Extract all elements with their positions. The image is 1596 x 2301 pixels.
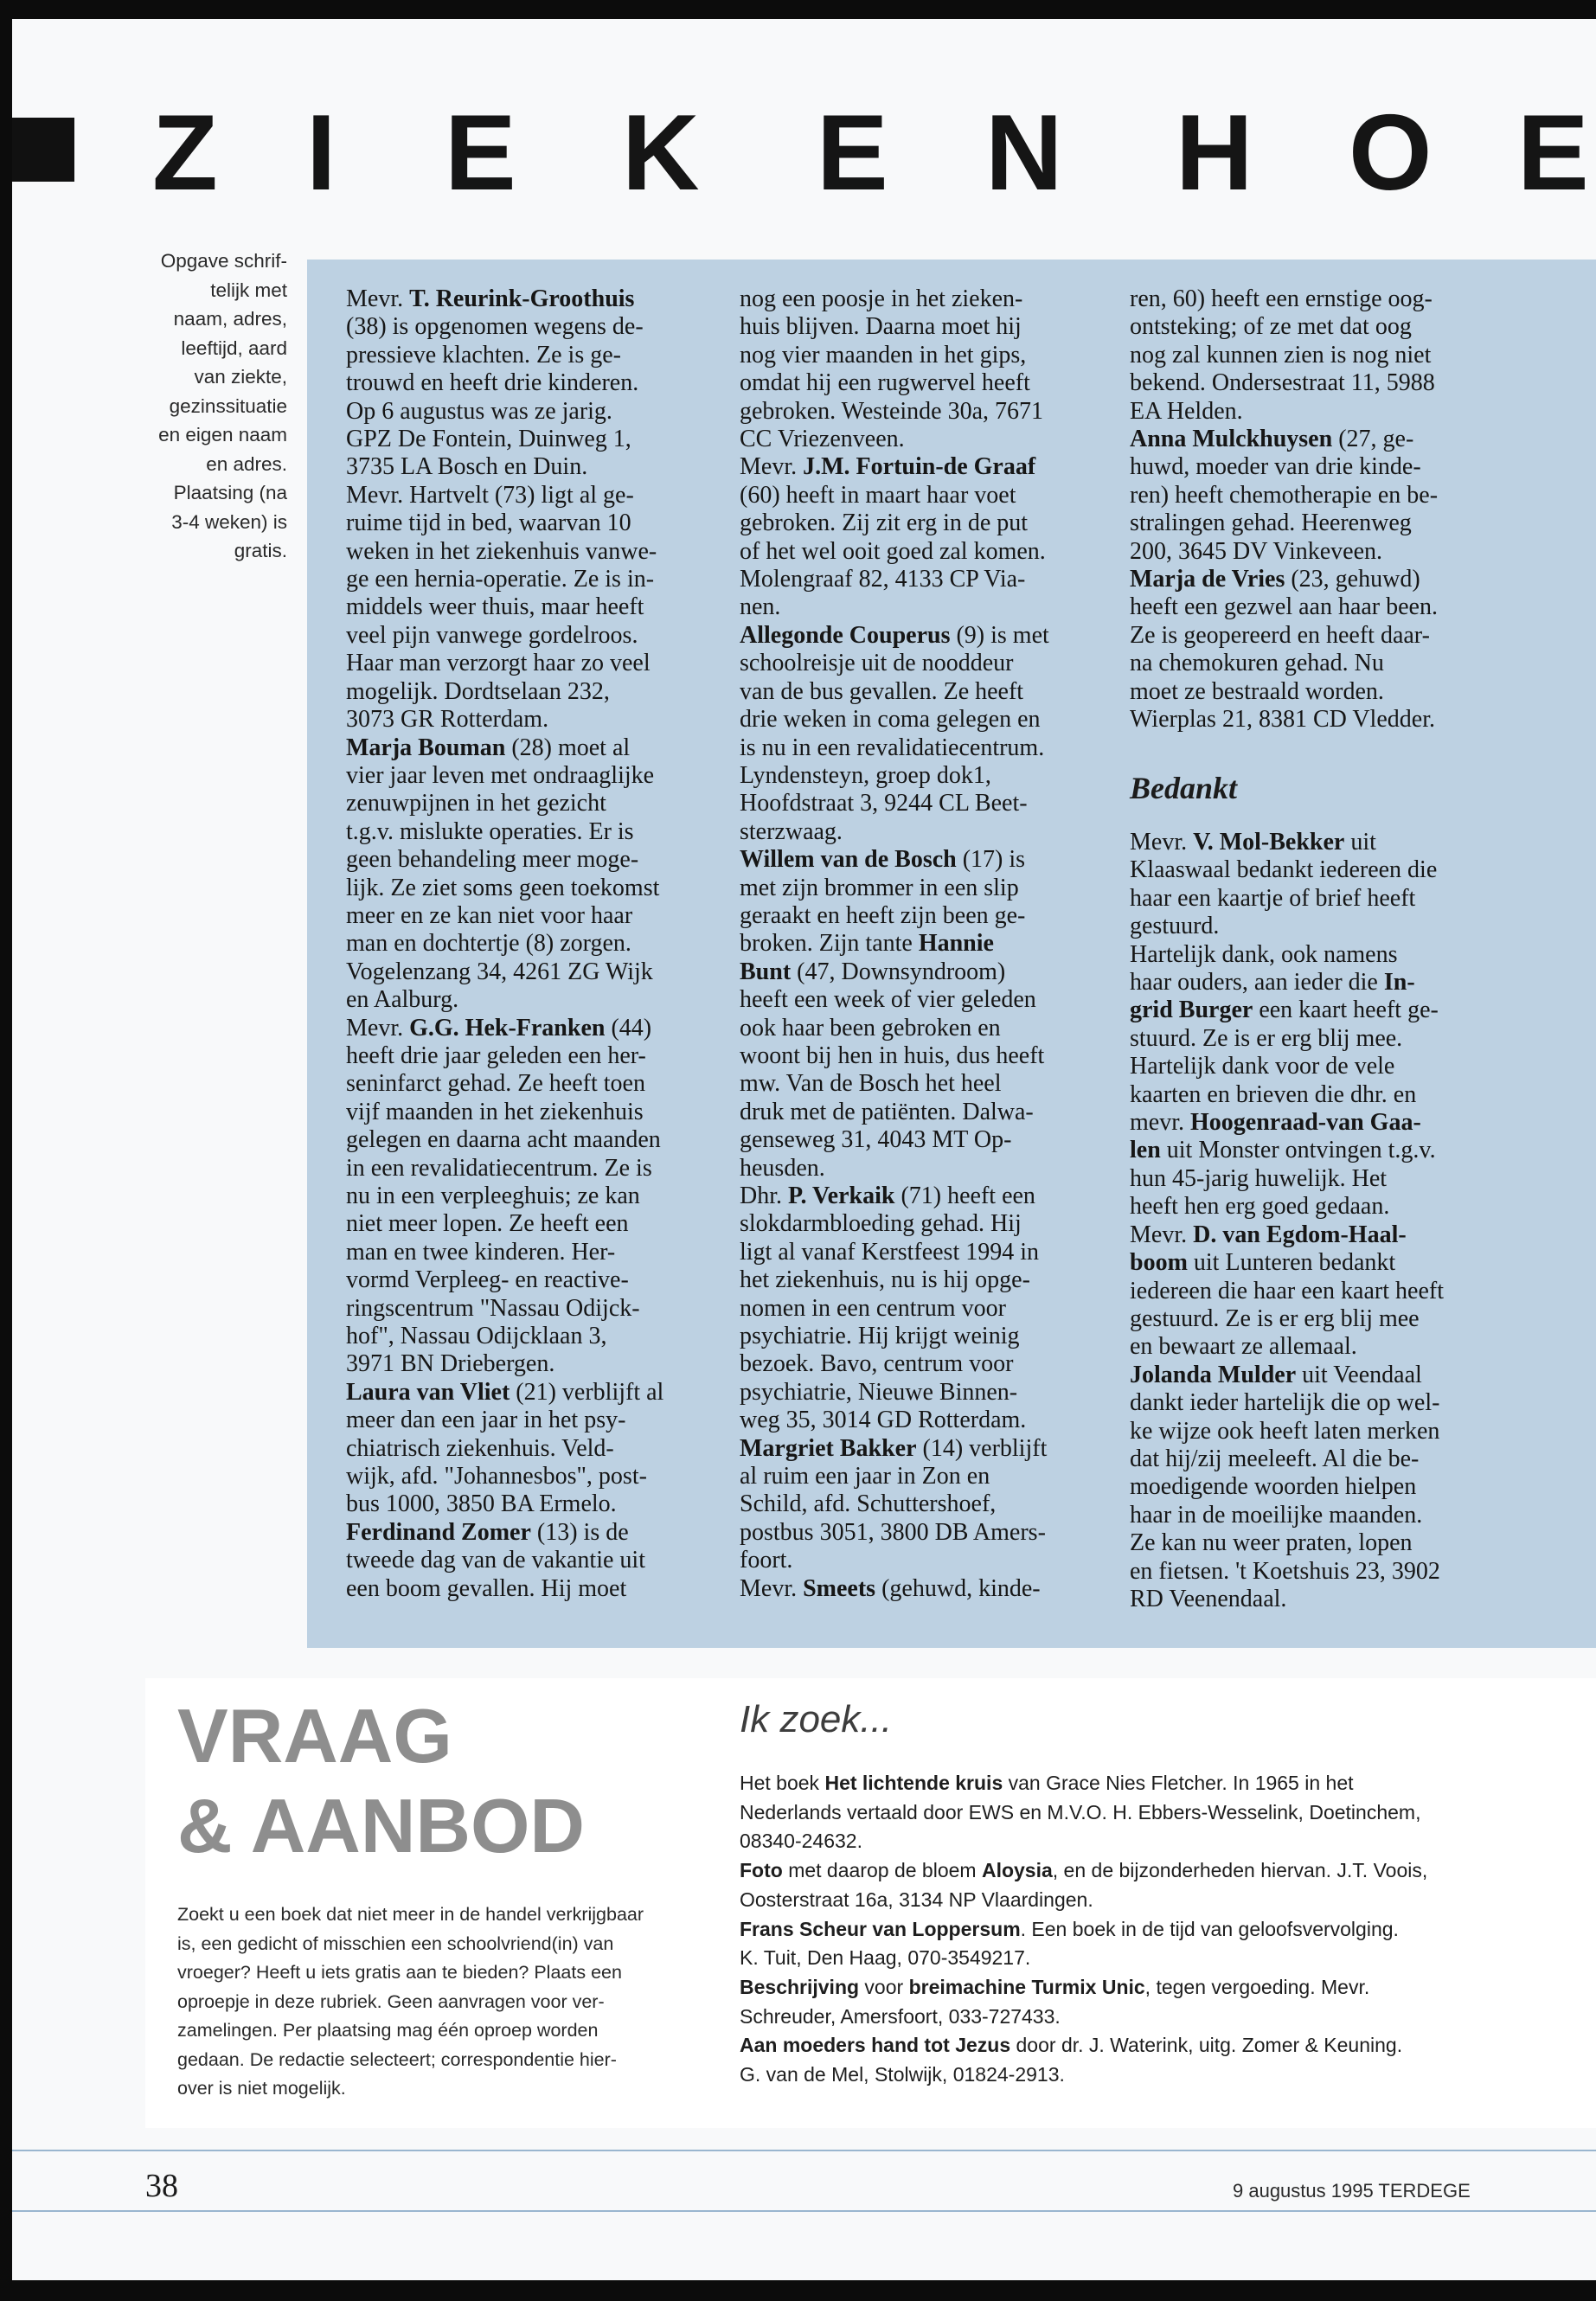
text-line: Jolanda Mulder uit Veendaal: [1130, 1361, 1422, 1388]
text-line: nog een poosje in het zieken-: [740, 285, 1023, 312]
bold-name: G.G. Hek-Franken: [409, 1014, 606, 1042]
bold-name: Anna Mulckhuysen: [1130, 426, 1333, 453]
text-line: huis blijven. Daarna moet hij: [740, 313, 1022, 341]
footer-rule-bottom: [12, 2210, 1596, 2212]
bold-name: Willem van de Bosch: [740, 846, 957, 874]
text-line: moet ze bestraald worden.: [1130, 677, 1384, 705]
text-line: RD Veenendaal.: [1130, 1585, 1287, 1612]
text-line: middels weer thuis, maar heeft: [346, 593, 644, 621]
bold-name: D. van Egdom-Haal-: [1193, 1221, 1407, 1248]
bold-name: Frans Scheur van Loppersum: [740, 1917, 1021, 1940]
text-line: nen.: [740, 593, 781, 621]
text-line: foort.: [740, 1547, 793, 1574]
masthead-letter: N: [985, 93, 1063, 213]
bold-name: Hoogenraad-van Gaa-: [1190, 1109, 1421, 1137]
notices-column-1: [346, 285, 663, 1603]
text-line: psychiatrie, Nieuwe Binnen-: [740, 1378, 1018, 1406]
text-line: 3971 BN Driebergen.: [346, 1350, 555, 1378]
text-line: mogelijk. Dordtselaan 232,: [346, 677, 610, 705]
bold-name: len: [1130, 1137, 1161, 1164]
text-line: gestuurd. Ze is er erg blij mee: [1130, 1304, 1420, 1332]
intro-line: telijk met: [210, 279, 287, 301]
text-line: haar een kaartje of brief heeft: [1130, 884, 1416, 912]
masthead-letter: E: [1517, 93, 1589, 213]
text-line: omdat hij een rugwervel heeft: [740, 369, 1030, 397]
masthead-letter: E: [817, 93, 888, 213]
text-line: ligt al vanaf Kerstfeest 1994 in: [740, 1238, 1040, 1266]
text-line: over is niet mogelijk.: [177, 2078, 346, 2099]
text-line: en fietsen. 't Koetshuis 23, 3902: [1130, 1557, 1440, 1585]
text-line: slokdarmbloeding gehad. Hij: [740, 1210, 1022, 1238]
text-line: Ferdinand Zomer (13) is de: [346, 1518, 629, 1546]
bold-name: Het lichtende kruis: [824, 1772, 1003, 1794]
text-line: heeft een gezwel aan haar been.: [1130, 593, 1438, 621]
intro-line: Plaatsing (na: [173, 482, 287, 503]
text-line: ren, 60) heeft een ernstige oog-: [1130, 285, 1433, 312]
text-line: is nu in een revalidatiecentrum.: [740, 734, 1045, 761]
text-line: Lyndensteyn, groep dok1,: [740, 761, 991, 789]
bold-name: Bunt: [740, 958, 792, 985]
bold-name: Margriet Bakker: [740, 1434, 917, 1462]
text-line: grid Burger een kaart heeft ge-: [1130, 997, 1439, 1024]
text-line: stuurd. Ze is er erg blij mee.: [1130, 1024, 1403, 1052]
masthead-letter: O: [1349, 93, 1433, 213]
text-line: psychiatrie. Hij krijgt weinig: [740, 1323, 1020, 1350]
text-line: hof", Nassau Odijcklaan 3,: [346, 1323, 607, 1350]
text-line: vroeger? Heeft u iets gratis aan te bieden? Plaats een: [177, 1962, 622, 1983]
text-line: Mevr. Hartvelt (73) ligt al ge-: [346, 481, 634, 509]
bold-name: J.M. Fortuin-de Graaf: [803, 453, 1036, 481]
text-line: bus 1000, 3850 BA Ermelo.: [346, 1490, 617, 1518]
intro-line: van ziekte,: [194, 366, 287, 388]
text-line: ren) heeft chemotherapie en be-: [1130, 481, 1439, 509]
text-line: Mevr. D. van Egdom-Haal-: [1130, 1221, 1407, 1248]
bold-name: V. Mol-Bekker: [1193, 829, 1345, 856]
text-line: is, een gedicht of misschien een schoolvriend(in) van: [177, 1932, 614, 1954]
text-line: Ze kan nu weer praten, lopen: [1130, 1529, 1413, 1557]
text-line: schoolreisje uit de nooddeur: [740, 650, 1014, 677]
bold-name: Aan moeders hand tot Jezus: [740, 2034, 1011, 2057]
text-line: heeft drie jaar geleden een her-: [346, 1042, 646, 1069]
text-line: woont bij hen in huis, dus heeft: [740, 1042, 1045, 1069]
text-line: weg 35, 3014 GD Rotterdam.: [740, 1407, 1027, 1434]
text-line: GPZ De Fontein, Duinweg 1,: [346, 426, 631, 453]
text-line: Hartelijk dank, ook namens: [1130, 940, 1398, 968]
bold-name: Marja de Vries: [1130, 566, 1285, 593]
text-line: Anna Mulckhuysen (27, ge-: [1130, 426, 1414, 453]
text-line: Mevr. Smeets (gehuwd, kinde-: [740, 1574, 1041, 1602]
text-line: na chemokuren gehad. Nu: [1130, 650, 1384, 677]
text-line: haar in de moeilijke maanden.: [1130, 1501, 1423, 1529]
masthead-letter: K: [622, 93, 700, 213]
text-line: wijk, afd. "Johannesbos", post-: [346, 1463, 647, 1490]
text-line: gebroken. Zij zit erg in de put: [740, 510, 1029, 537]
text-line: ook haar been gebroken en: [740, 1014, 1001, 1042]
text-line: pressieve klachten. Ze is ge-: [346, 341, 621, 369]
text-line: Molengraaf 82, 4133 CP Via-: [740, 566, 1026, 593]
scan-border-top: [0, 0, 1596, 19]
text-line: Op 6 augustus was ze jarig.: [346, 397, 612, 425]
masthead-ziekenhoek: [12, 93, 1596, 213]
text-line: gestuurd.: [1130, 913, 1220, 940]
text-line: in een revalidatiecentrum. Ze is: [346, 1154, 652, 1182]
intro-line: 3-4 weken) is: [171, 510, 287, 533]
bold-name: Aloysia: [981, 1859, 1053, 1882]
text-line: dat hij/zij meeleeft. Al die be-: [1130, 1445, 1420, 1472]
text-line: vormd Verpleeg- en reactive-: [346, 1266, 629, 1294]
bold-name: Laura van Vliet: [346, 1378, 510, 1406]
text-line: hun 45-jarig huwelijk. Het: [1130, 1164, 1388, 1192]
text-line: en bewaart ze allemaal.: [1130, 1333, 1357, 1361]
text-line: ontsteking; of ze met dat oog: [1130, 313, 1412, 341]
masthead-letter: I: [306, 93, 337, 213]
text-line: Aan moeders hand tot Jezus door dr. J. Waterink, uitg. Zomer & Keuning.: [740, 2034, 1403, 2057]
intro-line: en adres.: [206, 452, 287, 475]
text-line: Marja de Vries (23, gehuwd): [1130, 566, 1420, 593]
intro-line: Opgave schrif-: [160, 250, 287, 272]
text-line: postbus 3051, 3800 DB Amers-: [740, 1518, 1046, 1546]
bold-name: Jolanda Mulder: [1130, 1361, 1297, 1388]
text-line: heusden.: [740, 1154, 825, 1182]
title-line: & AANBOD: [177, 1783, 585, 1868]
text-line: Beschrijving voor breimachine Turmix Unic, tegen vergoeding. Mevr.: [740, 1975, 1370, 1998]
title-line: VRAAG: [177, 1693, 452, 1779]
text-line: ringscentrum "Nassau Odijck-: [346, 1294, 640, 1322]
bold-name: T. Reurink-Groothuis: [409, 285, 635, 312]
text-line: Wierplas 21, 8381 CD Vledder.: [1130, 706, 1435, 734]
text-line: Het boek Het lichtende kruis van Grace Nies Fletcher. In 1965 in het: [740, 1772, 1354, 1794]
text-line: Hartelijk dank voor de vele: [1130, 1053, 1395, 1080]
text-line: genseweg 31, 4043 MT Op-: [740, 1126, 1012, 1154]
bold-name: Foto: [740, 1859, 783, 1882]
text-line: Dhr. P. Verkaik (71) heeft een: [740, 1183, 1035, 1209]
bold-name: grid Burger: [1130, 997, 1253, 1024]
text-line: sterzwaag.: [740, 817, 843, 845]
text-line: lijk. Ze ziet soms geen toekomst: [346, 874, 660, 901]
text-line: een boom gevallen. Hij moet: [346, 1574, 627, 1602]
bold-name: In-: [1383, 969, 1415, 997]
text-line: Nederlands vertaald door EWS en M.V.O. H. Ebbers-Wesselink, Doetinchem,: [740, 1800, 1421, 1823]
text-line: Mevr. J.M. Fortuin-de Graaf: [740, 453, 1036, 481]
text-line: Schild, afd. Schuttershoef,: [740, 1490, 997, 1518]
text-line: G. van de Mel, Stolwijk, 01824-2913.: [740, 2063, 1065, 2086]
text-line: meer en ze kan niet voor haar: [346, 901, 633, 929]
text-line: Hoofdstraat 3, 9244 CL Beet-: [740, 790, 1028, 817]
text-line: dankt ieder hartelijk die op wel-: [1130, 1389, 1440, 1417]
text-line: Mevr. G.G. Hek-Franken (44): [346, 1014, 652, 1042]
bold-name: breimachine Turmix Unic: [908, 1975, 1145, 1998]
text-line: bezoek. Bavo, centrum voor: [740, 1350, 1014, 1378]
text-line: heeft een week of vier geleden: [740, 986, 1036, 1014]
text-line: (60) heeft in maart haar voet: [740, 481, 1016, 509]
text-line: Laura van Vliet (21) verblijft al: [346, 1378, 664, 1406]
text-line: weken in het ziekenhuis vanwe-: [346, 537, 657, 565]
text-line: niet meer lopen. Ze heeft een: [346, 1210, 629, 1238]
bold-name: Hannie: [918, 930, 994, 958]
text-line: Schreuder, Amersfoort, 033-727433.: [740, 2004, 1061, 2028]
text-line: Willem van de Bosch (17) is: [740, 846, 1026, 874]
text-line: K. Tuit, Den Haag, 070-3549217.: [740, 1946, 1031, 1970]
text-line: nog vier maanden in het gips,: [740, 341, 1027, 369]
bedankt-column: [1130, 829, 1444, 1613]
text-line: ke wijze ook heeft laten merken: [1130, 1417, 1440, 1445]
text-line: Mevr. T. Reurink-Groothuis: [346, 285, 635, 312]
text-line: Bunt (47, Downsyndroom): [740, 958, 1006, 985]
masthead-letter: E: [445, 93, 516, 213]
text-line: veel pijn vanwege gordelroos.: [346, 621, 638, 649]
text-line: het ziekenhuis, nu is hij opge-: [740, 1266, 1030, 1294]
text-line: Haar man verzorgt haar zo veel: [346, 650, 651, 677]
bold-name: boom: [1130, 1249, 1188, 1277]
text-line: gelegen en daarna acht maanden: [346, 1126, 661, 1154]
text-line: CC Vriezenveen.: [740, 426, 905, 453]
text-line: seninfarct gehad. Ze heeft toen: [346, 1070, 645, 1098]
text-line: meer dan een jaar in het psy-: [346, 1407, 626, 1434]
text-line: Ze is geopereerd en heeft daar-: [1130, 621, 1430, 649]
vraag-aanbod-title: [177, 1691, 585, 1871]
text-line: chiatrisch ziekenhuis. Veld-: [346, 1434, 614, 1462]
notices-column-2: [740, 285, 1049, 1603]
text-line: druk met de patiënten. Dalwa-: [740, 1098, 1034, 1125]
text-line: Allegonde Couperus (9) is met: [740, 621, 1049, 649]
text-line: Marja Bouman (28) moet al: [346, 734, 631, 761]
bold-name: Smeets: [803, 1574, 876, 1602]
footer-rule-top: [12, 2150, 1596, 2151]
bold-name: Marja Bouman: [346, 734, 506, 761]
ik-zoek-heading: Ik zoek...: [740, 1698, 893, 1740]
text-line: 3073 GR Rotterdam.: [346, 706, 549, 734]
text-line: huwd, moeder van drie kinde-: [1130, 453, 1421, 481]
text-line: len uit Monster ontvingen t.g.v.: [1130, 1137, 1436, 1164]
text-line: man en dochtertje (8) zorgen.: [346, 930, 631, 958]
text-line: Oosterstraat 16a, 3134 NP Vlaardingen.: [740, 1888, 1093, 1911]
notices-column-3-top: [1130, 285, 1438, 734]
text-line: of het wel ooit goed zal komen.: [740, 537, 1046, 565]
text-line: haar ouders, aan ieder die In-: [1130, 969, 1415, 997]
scan-border-left: [0, 0, 12, 2301]
text-line: ruime tijd in bed, waarvan 10: [346, 510, 631, 537]
intro-line: gezinssituatie: [169, 394, 287, 417]
text-line: man en twee kinderen. Her-: [346, 1238, 616, 1266]
page-number: 38: [145, 2168, 178, 2204]
bedankt-heading: Bedankt: [1130, 771, 1238, 805]
text-line: t.g.v. mislukte operaties. Er is: [346, 817, 634, 845]
scan-border-bottom: [0, 2280, 1596, 2301]
text-line: heeft hen erg goed gedaan.: [1130, 1193, 1390, 1221]
text-line: kaarten en brieven die dhr. en: [1130, 1080, 1417, 1108]
text-line: nog zal kunnen zien is nog niet: [1130, 341, 1432, 369]
text-line: stralingen gehad. Heerenweg: [1130, 510, 1412, 537]
text-line: mw. Van de Bosch het heel: [740, 1070, 1002, 1098]
text-line: zamelingen. Per plaatsing mag één oproep worden: [177, 2020, 599, 2041]
text-line: ge een hernia-operatie. Ze is in-: [346, 566, 655, 593]
text-line: geraakt en heeft zijn been ge-: [740, 901, 1026, 929]
bold-name: P. Verkaik: [788, 1183, 895, 1209]
text-line: 08340-24632.: [740, 1830, 862, 1853]
text-line: mevr. Hoogenraad-van Gaa-: [1130, 1109, 1421, 1137]
text-line: vier jaar leven met ondraaglijke: [346, 761, 655, 789]
text-line: en Aalburg.: [346, 986, 459, 1014]
text-line: nomen in een centrum voor: [740, 1294, 1006, 1322]
text-line: geen behandeling meer moge-: [346, 846, 639, 874]
text-line: gebroken. Westeinde 30a, 7671: [740, 397, 1044, 425]
text-line: (38) is opgenomen wegens de-: [346, 313, 644, 341]
intro-line: gratis.: [234, 540, 287, 561]
text-line: zenuwpijnen in het gezicht: [346, 790, 606, 817]
text-line: moedigende woorden hielpen: [1130, 1473, 1417, 1501]
masthead-letter: H: [1176, 93, 1253, 213]
text-line: tweede dag van de vakantie uit: [346, 1547, 645, 1574]
text-line: oproepje in deze rubriek. Geen aanvragen voor ver-: [177, 1990, 605, 2012]
intro-line: en eigen naam: [158, 424, 287, 445]
text-line: van de bus gevallen. Ze heeft: [740, 677, 1024, 705]
text-line: 3735 LA Bosch en Duin.: [346, 453, 588, 481]
text-line: 200, 3645 DV Vinkeveen.: [1130, 537, 1383, 565]
text-line: Frans Scheur van Loppersum. Een boek in de tijd van geloofsvervolging.: [740, 1917, 1399, 1940]
bold-name: Beschrijving: [740, 1975, 860, 1998]
submission-instructions: [143, 247, 287, 566]
vraag-aanbod-intro: [177, 1900, 675, 2104]
text-line: al ruim een jaar in Zon en: [740, 1463, 990, 1490]
text-line: Mevr. V. Mol-Bekker uit: [1130, 829, 1376, 856]
text-line: Zoekt u een boek dat niet meer in de handel verkrijgbaar: [177, 1904, 644, 1925]
text-line: nu in een verpleeghuis; ze kan: [346, 1183, 640, 1209]
bold-name: Allegonde Couperus: [740, 621, 951, 649]
text-line: Klaaswaal bedankt iedereen die: [1130, 856, 1438, 884]
text-line: gedaan. De redactie selecteert; correspondentie hier-: [177, 2048, 617, 2070]
text-line: broken. Zijn tante Hannie: [740, 930, 994, 958]
text-line: EA Helden.: [1130, 397, 1243, 425]
bold-name: Ferdinand Zomer: [346, 1518, 531, 1546]
text-line: trouwd en heeft drie kinderen.: [346, 369, 639, 397]
text-line: drie weken in coma gelegen en: [740, 706, 1041, 734]
masthead-letter: Z: [152, 93, 218, 213]
text-line: Foto met daarop de bloem Aloysia, en de bijzonderheden hiervan. J.T. Voois,: [740, 1859, 1428, 1882]
text-line: bekend. Ondersestraat 11, 5988: [1130, 369, 1435, 397]
issue-date: 9 augustus 1995 TERDEGE: [1233, 2180, 1471, 2202]
text-line: Margriet Bakker (14) verblijft: [740, 1434, 1048, 1462]
text-line: Vogelenzang 34, 4261 ZG Wijk: [346, 958, 653, 985]
ik-zoek-ads: [740, 1769, 1427, 2090]
text-line: vijf maanden in het ziekenhuis: [346, 1098, 644, 1125]
text-line: met zijn brommer in een slip: [740, 874, 1019, 901]
text-line: iedereen die haar een kaart heeft: [1130, 1277, 1444, 1304]
text-line: boom uit Lunteren bedankt: [1130, 1249, 1396, 1277]
intro-line: leeftijd, aard: [181, 336, 287, 359]
intro-line: naam, adres,: [173, 308, 287, 330]
